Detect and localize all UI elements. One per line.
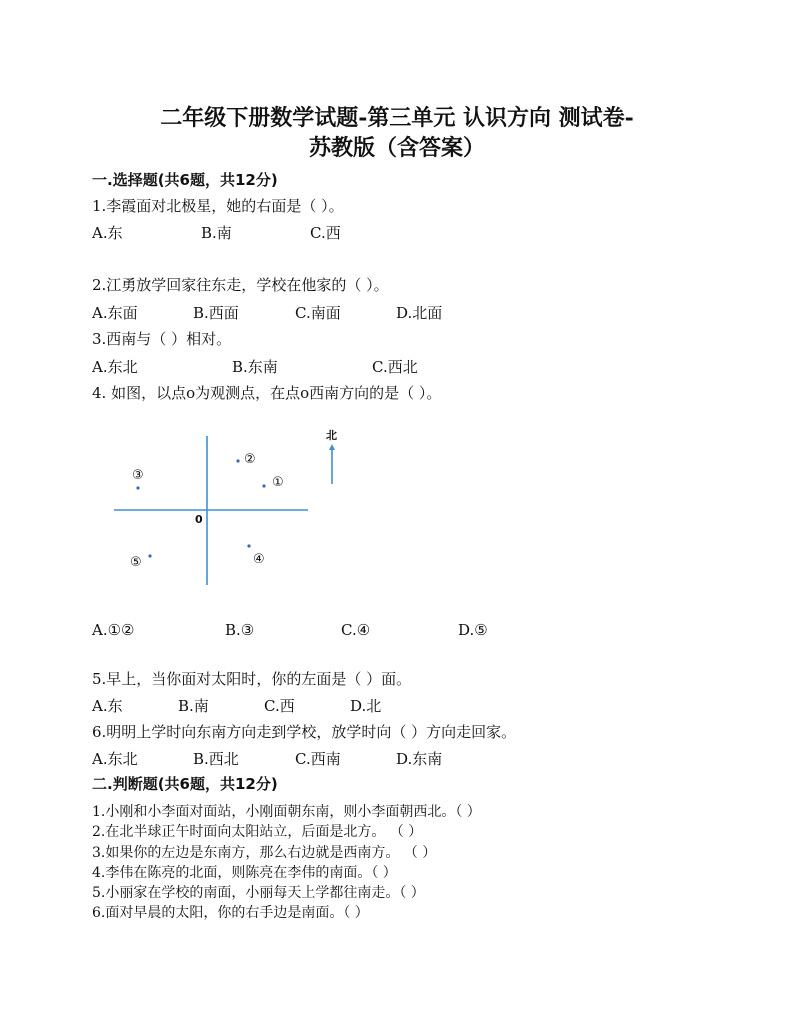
q2-option-d: D.北面: [396, 304, 443, 322]
point-2-label: ②: [244, 452, 256, 467]
q6-option-b: B.西北: [193, 750, 239, 768]
q2-option-b: B.西面: [193, 304, 239, 322]
point-5-dot: [148, 554, 151, 557]
q5-stem: 5.早上，当你面对太阳时，你的左面是（ ）面。: [92, 670, 412, 688]
tf-item-1: 1.小刚和小李面对面站，小刚面朝东南，则小李面朝西北。（ ）: [92, 804, 481, 820]
q2-option-a: A.东面: [92, 304, 138, 322]
point-3-label: ③: [132, 468, 144, 483]
origin-label: 0: [195, 513, 203, 526]
q4-option-a: A.①②: [92, 621, 135, 639]
q6-option-d: D.东南: [396, 750, 443, 768]
q3-stem: 3.西南与（ ）相对。: [92, 330, 232, 348]
q4-option-d: D.⑤: [458, 621, 488, 639]
point-2-dot: [236, 459, 239, 462]
q5-option-d: D.北: [350, 697, 382, 715]
point-4-label: ④: [253, 552, 265, 567]
q4-option-c: C.④: [341, 621, 371, 639]
point-4-dot: [247, 544, 250, 547]
q6-option-c: C.西南: [295, 750, 341, 768]
tf-item-5: 5.小丽家在学校的南面，小丽每天上学都往南走。（ ）: [92, 885, 425, 901]
point-1-dot: [262, 484, 265, 487]
q3-option-c: C.西北: [372, 358, 418, 376]
q1-stem: 1.李霞面对北极星，她的右面是（ ）。: [92, 197, 344, 215]
tf-item-2: 2.在北半球正午时面向太阳站立，后面是北方。 （ ）: [92, 824, 423, 840]
point-5-label: ⑤: [130, 555, 142, 570]
q5-option-b: B.南: [178, 697, 209, 715]
tf-item-4: 4.李伟在陈亮的北面，则陈亮在李伟的南面。（ ）: [92, 865, 397, 881]
q6-stem: 6.明明上学时向东南方向走到学校，放学时向（ ）方向走回家。: [92, 723, 517, 741]
q1-option-a: A.东: [92, 224, 123, 242]
q1-option-b: B.南: [201, 224, 232, 242]
direction-diagram: [100, 420, 360, 600]
q3-option-b: B.东南: [232, 358, 278, 376]
tf-item-3: 3.如果你的左边是东南方，那么右边就是西南方。 （ ）: [92, 845, 437, 861]
q5-option-c: C.西: [264, 697, 295, 715]
q1-option-c: C.西: [310, 224, 341, 242]
q5-option-a: A.东: [92, 697, 123, 715]
tf-item-6: 6.面对早晨的太阳，你的右手边是南面。（ ）: [92, 905, 369, 921]
point-1-label: ①: [272, 475, 284, 490]
section1-heading: 一.选择题(共6题，共12分): [92, 171, 278, 189]
doc-title-line2: 苏教版（含答案）: [308, 135, 485, 161]
q6-option-a: A.东北: [92, 750, 138, 768]
q3-option-a: A.东北: [92, 358, 138, 376]
section2-heading: 二.判断题(共6题，共12分): [92, 775, 278, 793]
doc-title-line1: 二年级下册数学试题-第三单元 认识方向 测试卷-: [160, 105, 634, 131]
q4-stem: 4. 如图，以点o为观测点，在点o西南方向的是（ ）。: [92, 384, 442, 402]
north-label: 北: [326, 429, 337, 442]
point-3-dot: [136, 486, 139, 489]
north-arrow-head: [329, 444, 335, 450]
q2-stem: 2.江勇放学回家往东走，学校在他家的（ ）。: [92, 276, 389, 294]
q2-option-c: C.南面: [295, 304, 341, 322]
q4-option-b: B.③: [225, 621, 255, 639]
